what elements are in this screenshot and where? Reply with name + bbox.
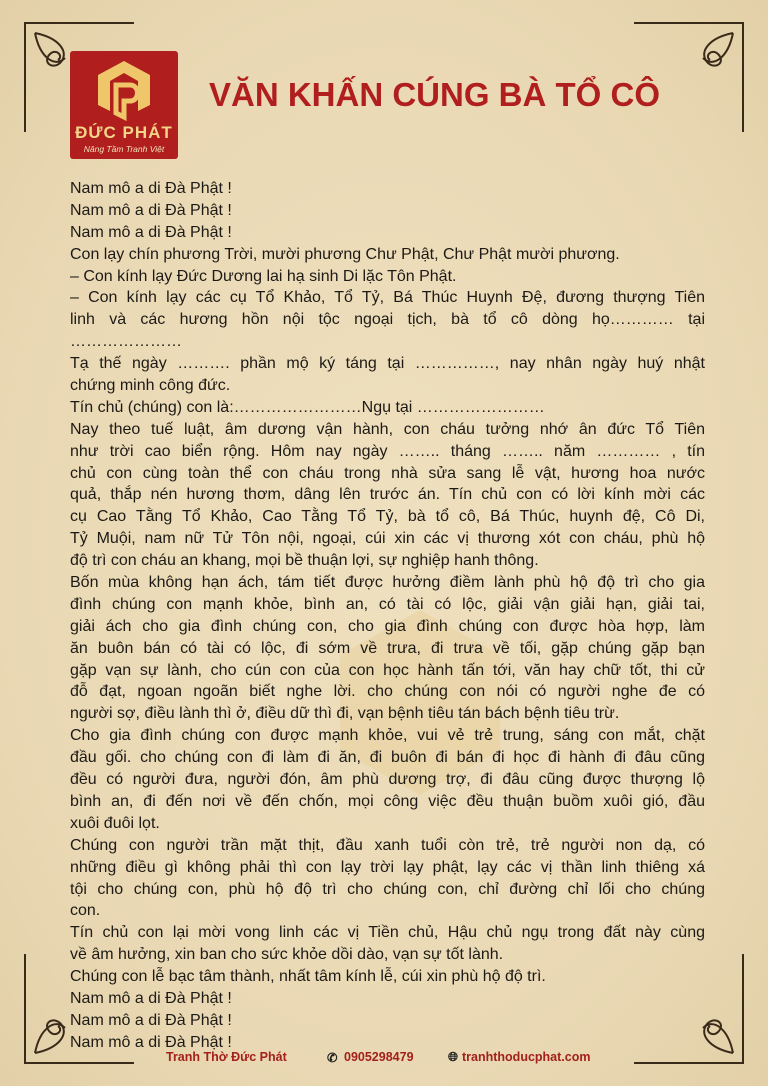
text-line: Chúng con lễ bạc tâm thành, nhất tâm kính lễ, cúi xin phù hộ độ trì. bbox=[70, 968, 546, 986]
prayer-text bbox=[70, 178, 705, 1054]
text-line: Bốn mùa không hạn ách, tám tiết được hưởng điềm lành phù hộ độ trì cho gia bbox=[70, 574, 705, 592]
frame-line bbox=[24, 22, 26, 132]
text-line: Nam mô a di Đà Phật ! bbox=[70, 1011, 232, 1029]
text-line: đầu gối. cho chúng con đi làm đi ăn, đi buôn đi bán đi học đi hành đi đâu cũng bbox=[70, 749, 705, 767]
text-line: ăn buôn bán có tài có lộc, đi sớm về trưa, đi trưa về tối, gặp chúng gặp bạn bbox=[70, 639, 705, 657]
logo-tagline: Nâng Tầm Tranh Việt bbox=[83, 144, 165, 154]
logo-name: ĐỨC PHÁT bbox=[75, 123, 173, 142]
text-line: Con lạy chín phương Trời, mười phương Chư Phật, Chư Phật mười phương. bbox=[70, 245, 620, 263]
text-line: – Con kính lạy Đức Dương lai hạ sinh Di lặc Tôn Phật. bbox=[70, 267, 457, 285]
text-line: chứng minh công đức. bbox=[70, 377, 231, 395]
text-line: quả, thắp nén hương thơm, dâng lên trước án. Tín chủ con có lời kính mời các bbox=[70, 486, 705, 504]
logo-mark-icon bbox=[94, 59, 154, 121]
text-line: – Con kính lạy các cụ Tổ Khảo, Tổ Tỷ, Bá Thúc Huynh Đệ, đương thượng Tiên bbox=[70, 289, 705, 307]
text-line: đều có người đưa, người đón, âm phù dương trợ, đi đâu cũng được thượng lộ bbox=[70, 771, 705, 789]
text-line: Nay theo tuế luật, âm dương vận hành, con cháu tưởng nhớ ân đức Tổ Tiên bbox=[70, 420, 705, 438]
text-line: linh và các hương hồn nội tộc ngoại tịch, bà tổ cô dòng họ………… tại bbox=[70, 311, 705, 329]
text-line: ………………… bbox=[70, 333, 182, 351]
text-line: xuôi đuôi lọt. bbox=[70, 814, 160, 832]
text-line: về âm hưởng, xin ban cho sức khỏe dồi dào, vạn sự tốt lành. bbox=[70, 946, 504, 964]
text-line: giải ách cho gia đình chúng con, cho gia đình chúng con được hòa hợp, làm bbox=[70, 617, 705, 635]
brand-logo bbox=[70, 51, 178, 159]
text-line: Tín chủ con lại mời vong linh các vị Tiền chủ, Hậu chủ ngụ trong đất này cùng bbox=[70, 924, 705, 942]
page-title: VĂN KHẤN CÚNG BÀ TỔ CÔ bbox=[209, 76, 660, 113]
text-line: đỗ đạt, ngoan ngoãn biết nghe lời. cho chúng con nói có người nghe đe có bbox=[70, 683, 705, 701]
text-line: Nam mô a di Đà Phật ! bbox=[70, 201, 232, 219]
text-line: Nam mô a di Đà Phật ! bbox=[70, 989, 232, 1007]
footer-phone[interactable]: 0905298479 bbox=[344, 1050, 414, 1064]
frame-line bbox=[742, 954, 744, 1064]
text-line: Cho gia đình chúng con được mạnh khỏe, vui vẻ trẻ trung, sáng con mắt, chặt bbox=[70, 727, 705, 745]
frame-line bbox=[24, 22, 134, 24]
text-line: Nam mô a di Đà Phật ! bbox=[70, 223, 232, 241]
text-line: tội cho chúng con, phù hộ độ trì cho chúng con, chỉ đường chỉ lối cho chúng bbox=[70, 880, 705, 898]
text-line: Nam mô a di Đà Phật ! bbox=[70, 180, 232, 197]
text-line: người sợ, điều lành thì ở, điều dữ thì đi, vạn bệnh tiêu tán bách bệnh tiêu trừ. bbox=[70, 705, 620, 723]
text-line: đình chúng con mạnh khỏe, bình an, có tài có lộc, giải vận giải hạn, giải tai, bbox=[70, 595, 705, 613]
text-line: gặp vạn sự lành, cho cún con của con học hành tấn tới, văn hay chữ tốt, thi cử bbox=[70, 661, 705, 679]
text-line: con. bbox=[70, 902, 101, 920]
text-line: độ trì con cháu an khang, mọi bề thuận lợi, sự nghiệp hanh thông. bbox=[70, 552, 539, 570]
text-line: Chúng con người trần mặt thịt, đầu xanh tuổi còn trẻ, trẻ người non dạ, có bbox=[70, 836, 705, 854]
frame-line bbox=[742, 22, 744, 132]
corner-ornament-icon bbox=[658, 28, 738, 108]
globe-icon: 🌐︎ bbox=[448, 1050, 459, 1064]
footer bbox=[0, 1050, 768, 1070]
frame-line bbox=[24, 954, 26, 1064]
text-line: cụ Cao Tằng Tổ Khảo, Cao Tằng Tổ Tỷ, bà tổ cô, Bá Thúc, huynh đệ, Cô Di, bbox=[70, 508, 705, 526]
text-line: những điều gì không phải thì con lạy trời lạy phật, lạy các vị thần linh thiêng xá bbox=[70, 858, 705, 876]
text-line: Tín chủ (chúng) con là:……………………Ngụ tại …………………… bbox=[70, 398, 545, 416]
text-line: như trời cao biển rộng. Hôm nay ngày …….. tháng …….. năm ………… , tín bbox=[70, 442, 705, 460]
text-line: chủ con cùng toàn thể con cháu trong nhà sửa sang lễ vật, hương hoa nước bbox=[70, 464, 705, 482]
footer-website[interactable]: tranhthoducphat.com bbox=[462, 1050, 591, 1064]
footer-brand: Tranh Thờ Đức Phát bbox=[166, 1050, 287, 1064]
text-line: bình an, đi đến nơi về đến chốn, mọi công việc đều thuận buồm xuôi gió, đầu bbox=[70, 792, 705, 810]
frame-line bbox=[634, 22, 744, 24]
text-line: Tạ thế ngày ………. phần mộ ký táng tại ……………, nay nhân ngày huý nhật bbox=[70, 355, 705, 373]
text-line: Nam mô a di Đà Phật ! bbox=[70, 1033, 232, 1051]
text-line: Tỷ Muội, nam nữ Tử Tôn nội, ngoại, cúi xin các vị thương xót con cháu, phù hộ bbox=[70, 530, 705, 548]
phone-icon: ✆ bbox=[327, 1051, 338, 1065]
